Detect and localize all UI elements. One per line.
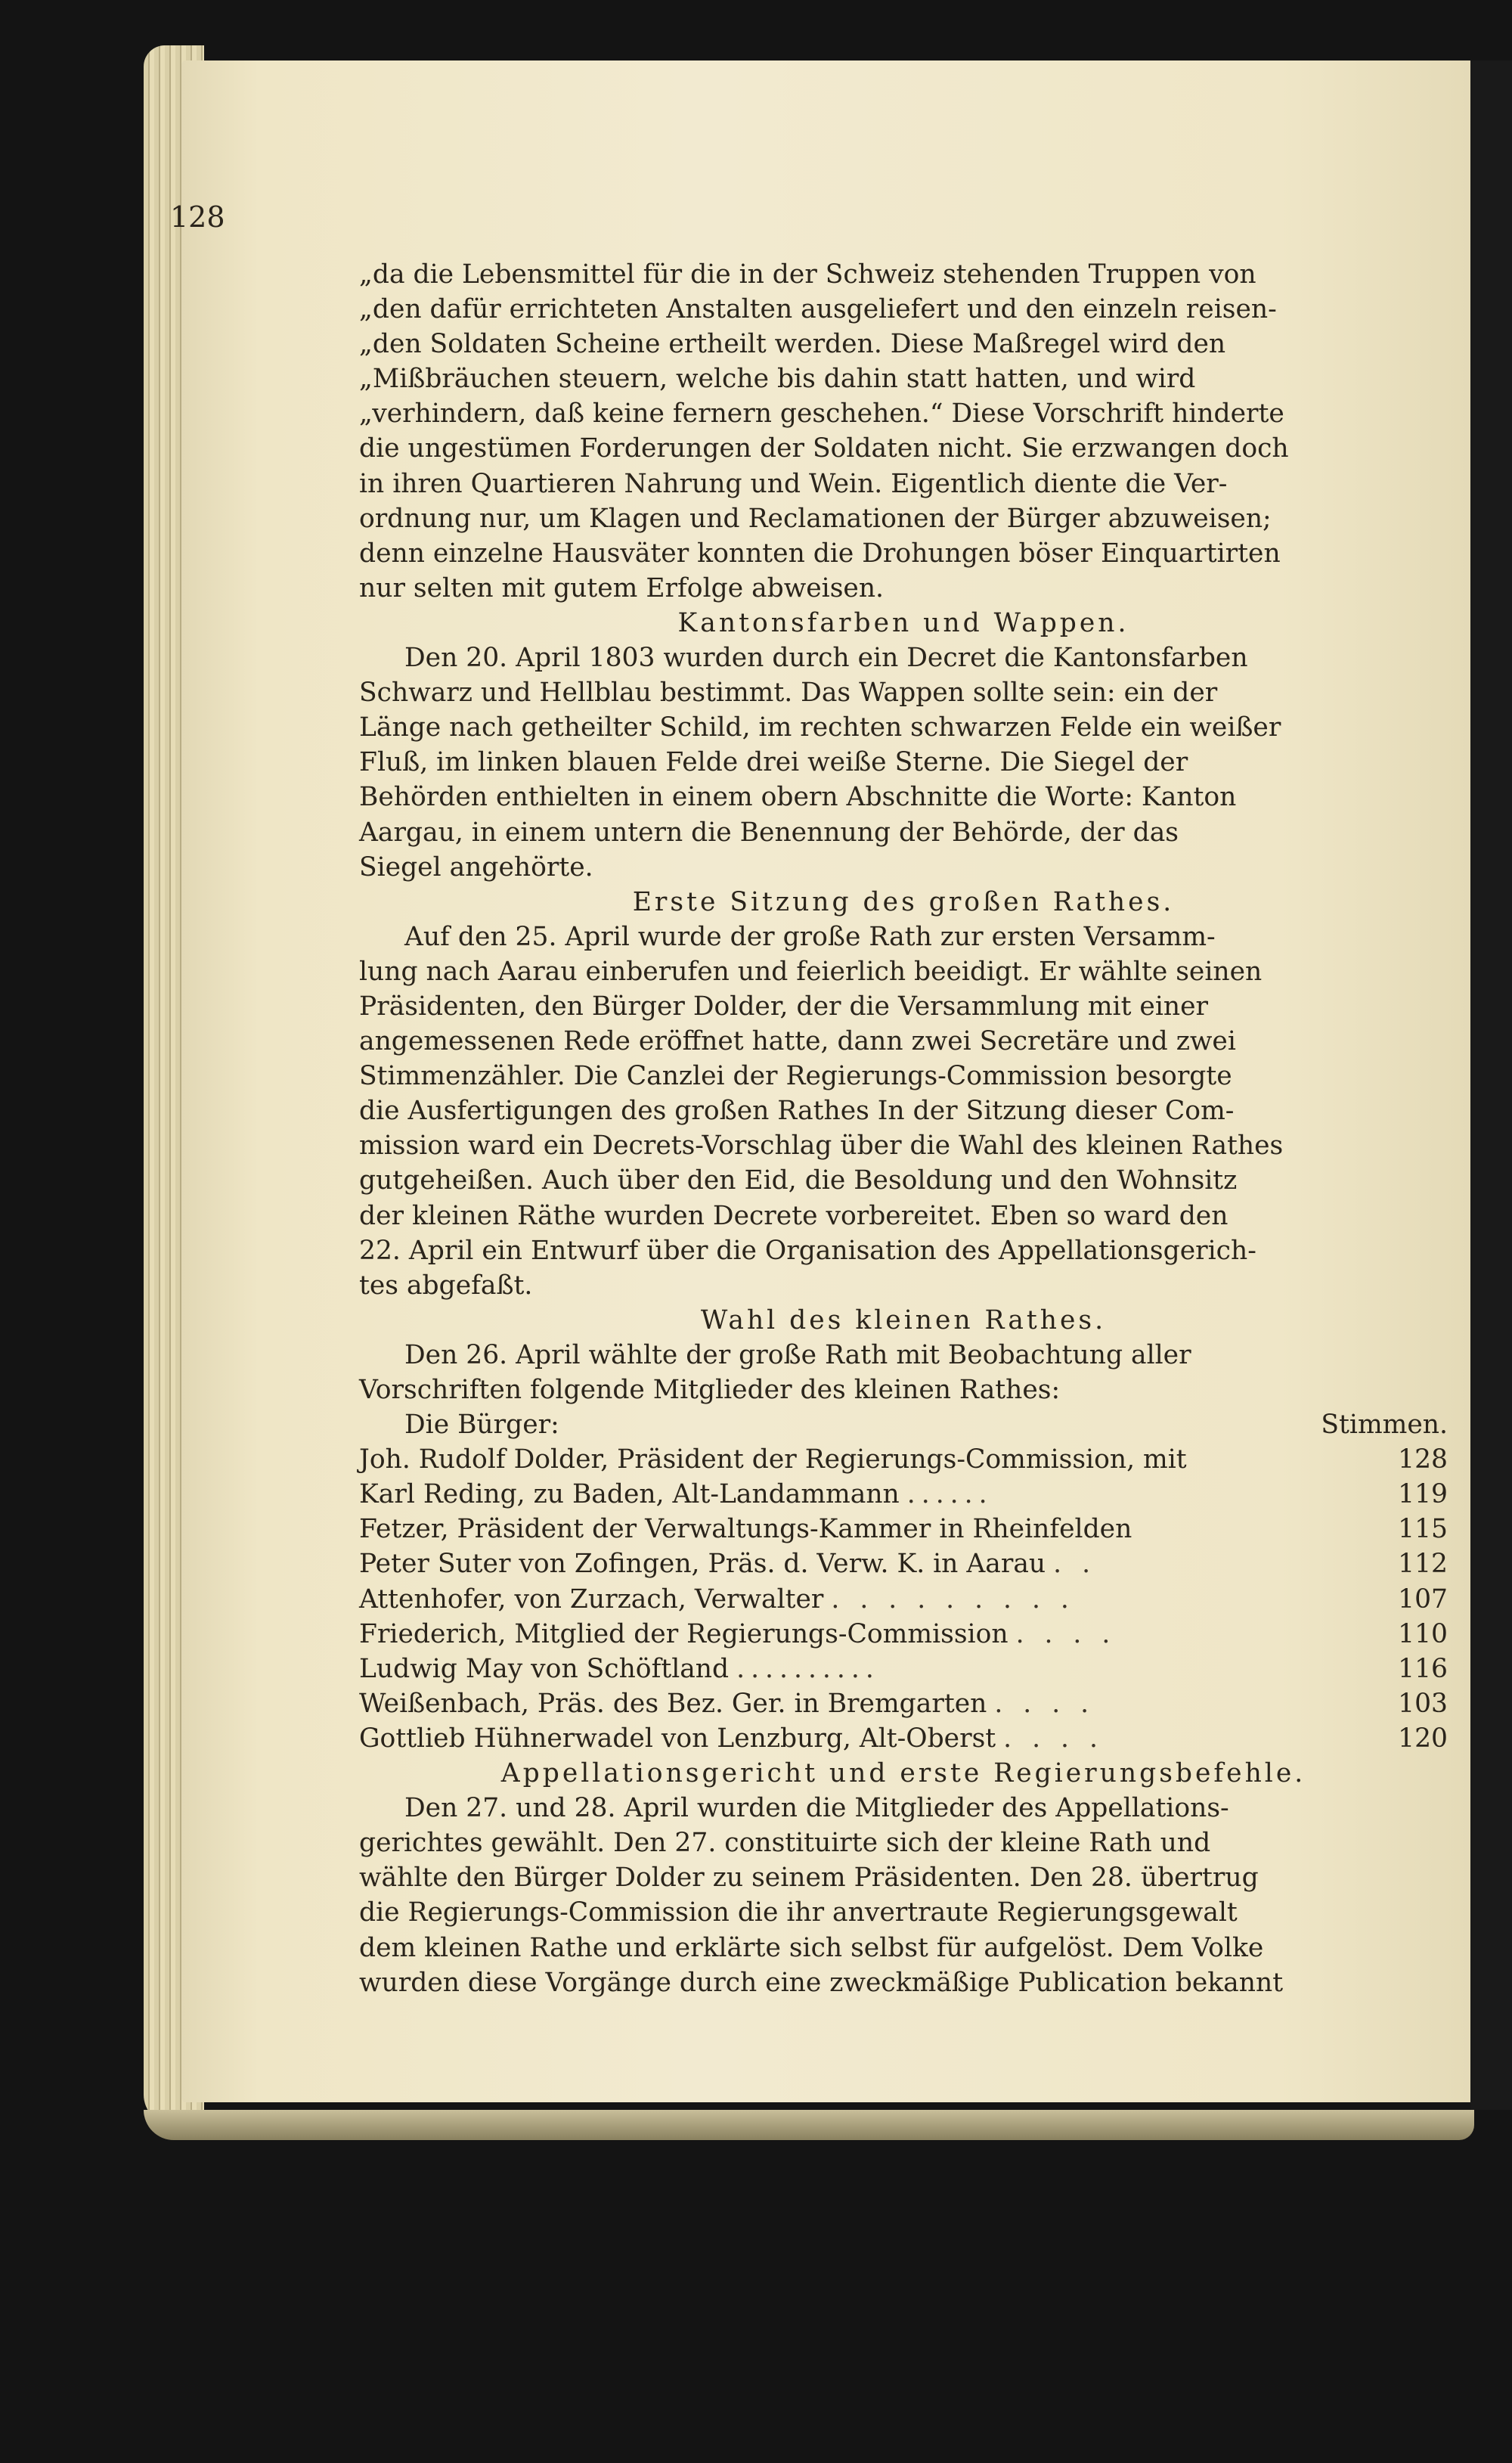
text-line-content: Stimmenzähler. Die Canzlei der Regierungs-Commission besorgte xyxy=(359,1061,1232,1092)
text-line xyxy=(359,1860,1448,1895)
text-line-content: lung nach Aarau einberufen und feierlich beeidigt. Er wählte seinen xyxy=(359,956,1263,987)
text-line xyxy=(359,501,1448,536)
text-line xyxy=(359,989,1448,1024)
text-line xyxy=(359,815,1448,850)
member-name: Attenhofer, von Zurzach, Verwalter xyxy=(359,1584,824,1615)
member-leader-dots: . . . . xyxy=(1015,1618,1117,1649)
text-line xyxy=(359,1163,1448,1198)
member-row xyxy=(359,1477,1448,1512)
member-votes: 112 xyxy=(1398,1549,1448,1580)
text-line xyxy=(359,1024,1448,1059)
member-votes: 120 xyxy=(1398,1723,1448,1754)
member-votes: 107 xyxy=(1398,1584,1448,1615)
member-row xyxy=(359,1546,1448,1581)
text-line-content: ordnung nur, um Klagen und Reclamationen der Bürger abzuweisen; xyxy=(359,503,1272,534)
member-row xyxy=(359,1512,1448,1546)
text-line xyxy=(359,745,1448,780)
section-heading-appellationsgericht: Appellationsgericht und erste Regierungsbefehle. xyxy=(500,1758,1306,1789)
text-line-content: denn einzelne Hausväter konnten die Drohungen böser Einquartirten xyxy=(359,538,1281,569)
book-bottom-edge xyxy=(144,2110,1474,2140)
text-line-content: wählte den Bürger Dolder zu seinem Präsidenten. Den 28. übertrug xyxy=(359,1863,1259,1894)
section-heading-wahl: Wahl des kleinen Rathes. xyxy=(700,1304,1107,1335)
text-line-content: in ihren Quartieren Nahrung und Wein. Eigentlich diente die Ver- xyxy=(359,468,1228,499)
text-line-content: Fluß, im linken blauen Felde drei weiße Sterne. Die Siegel der xyxy=(359,747,1188,778)
member-row xyxy=(359,1686,1448,1721)
text-line-content: „den Soldaten Scheine ertheilt werden. Diese Maßregel wird den xyxy=(359,329,1226,360)
text-line xyxy=(359,1895,1448,1930)
members-table-header xyxy=(359,1407,1448,1442)
section-heading-kantonsfarben: Kantonsfarben und Wappen. xyxy=(677,607,1129,638)
text-line xyxy=(359,467,1448,501)
text-line xyxy=(359,1199,1448,1233)
text-line xyxy=(359,536,1448,571)
text-line xyxy=(359,571,1448,606)
text-line-content: Behörden enthielten in einem obern Abschnitte die Worte: Kanton xyxy=(359,782,1237,813)
text-line-content: Präsidenten, den Bürger Dolder, der die Versammlung mit einer xyxy=(359,991,1208,1022)
page-number: 128 xyxy=(170,200,225,234)
text-line-content: Den 27. und 28. April wurden die Mitglieder des Appellations- xyxy=(404,1793,1229,1824)
member-name: Karl Reding, zu Baden, Alt-Landammann xyxy=(359,1479,900,1510)
member-leader-dots: ...... xyxy=(906,1479,993,1510)
member-leader-dots xyxy=(1187,1442,1380,1477)
text-line xyxy=(359,1931,1448,1965)
text-line xyxy=(359,780,1448,814)
text-line-content: angemessenen Rede eröffnet hatte, dann zwei Secretäre und zwei xyxy=(359,1026,1236,1057)
text-line xyxy=(359,710,1448,745)
text-line xyxy=(359,1093,1448,1128)
text-line xyxy=(359,1059,1448,1093)
member-name: Fetzer, Präsident der Verwaltungs-Kammer in Rheinfelden xyxy=(359,1514,1132,1545)
text-line-content: „Mißbräuchen steuern, welche bis dahin statt hatten, und wird xyxy=(359,364,1196,395)
member-votes: 115 xyxy=(1398,1514,1448,1545)
table-header-right: Stimmen. xyxy=(1321,1410,1448,1441)
member-row xyxy=(359,1721,1448,1756)
member-name: Weißenbach, Präs. des Bez. Ger. in Bremgarten xyxy=(359,1688,987,1719)
text-line xyxy=(359,327,1448,361)
member-votes: 116 xyxy=(1398,1653,1448,1684)
member-row xyxy=(359,1582,1448,1617)
text-line-content: gerichtes gewählt. Den 27. constituirte sich der kleine Rath und xyxy=(359,1828,1211,1859)
text-line xyxy=(359,1373,1448,1407)
member-leader-dots: .......... xyxy=(736,1653,880,1684)
text-line-content: 22. April ein Entwurf über die Organisation des Appellationsgerich- xyxy=(359,1235,1256,1266)
text-line-content: Den 26. April wählte der große Rath mit Beobachtung aller xyxy=(404,1339,1191,1370)
text-line-content: Schwarz und Hellblau bestimmt. Das Wappen sollte sein: ein der xyxy=(359,678,1218,709)
text-line xyxy=(359,1128,1448,1163)
member-name: Gottlieb Hühnerwadel von Lenzburg, Alt-Oberst xyxy=(359,1723,996,1754)
text-line xyxy=(359,1826,1448,1860)
text-line-content: „den dafür errichteten Anstalten ausgeliefert und den einzeln reisen- xyxy=(359,294,1277,325)
book-gutter xyxy=(1470,60,1512,2110)
text-line-content: Länge nach getheilter Schild, im rechten schwarzen Felde ein weißer xyxy=(359,712,1281,743)
text-line xyxy=(359,1268,1448,1303)
text-line xyxy=(359,641,1448,675)
text-line-content: die Regierungs-Commission die ihr anvertraute Regierungsgewalt xyxy=(359,1897,1238,1928)
member-name: Friederich, Mitglied der Regierungs-Commission xyxy=(359,1618,1009,1649)
text-line-content: gutgeheißen. Auch über den Eid, die Besoldung und den Wohnsitz xyxy=(359,1165,1238,1196)
text-line xyxy=(359,396,1448,431)
text-line-content: Aargau, in einem untern die Benennung der Behörde, der das xyxy=(359,817,1179,848)
text-line xyxy=(359,1965,1448,2000)
member-row xyxy=(359,1652,1448,1686)
text-line xyxy=(359,675,1448,710)
text-line-content: nur selten mit gutem Erfolge abweisen. xyxy=(359,572,885,603)
member-row xyxy=(359,1617,1448,1652)
member-leader-dots xyxy=(1132,1512,1380,1546)
member-row xyxy=(359,1442,1448,1477)
text-line-content: der kleinen Räthe wurden Decrete vorbereitet. Eben so ward den xyxy=(359,1200,1228,1231)
section-heading-erste-sitzung: Erste Sitzung des großen Rathes. xyxy=(632,886,1175,917)
text-line-content: Siegel angehörte. xyxy=(359,852,593,883)
text-line-content: mission ward ein Decrets-Vorschlag über die Wahl des kleinen Rathes xyxy=(359,1131,1284,1162)
member-name: Peter Suter von Zofingen, Präs. d. Verw. K. in Aarau xyxy=(359,1549,1046,1580)
text-line-content: „verhindern, daß keine fernern geschehen.“ Diese Vorschrift hinderte xyxy=(359,399,1284,430)
text-line-content: die Ausfertigungen des großen Rathes In der Sitzung dieser Com- xyxy=(359,1096,1235,1127)
member-leader-dots: . . . . xyxy=(1003,1723,1104,1754)
text-line-content: Den 20. April 1803 wurden durch ein Decret die Kantonsfarben xyxy=(404,643,1248,674)
text-line xyxy=(359,850,1448,885)
member-leader-dots: . . . . xyxy=(994,1688,1095,1719)
text-line-content: dem kleinen Rathe und erklärte sich selbst für aufgelöst. Dem Volke xyxy=(359,1932,1264,1963)
text-line-content: die ungestümen Forderungen der Soldaten nicht. Sie erzwangen doch xyxy=(359,433,1289,464)
text-line xyxy=(359,361,1448,396)
member-name: Joh. Rudolf Dolder, Präsident der Regierungs-Commission, mit xyxy=(359,1444,1187,1475)
table-header-left: Die Bürger: xyxy=(404,1410,559,1441)
text-line-content: tes abgefaßt. xyxy=(359,1270,533,1301)
text-line-content: Auf den 25. April wurde der große Rath zur ersten Versamm- xyxy=(404,921,1216,952)
text-line xyxy=(359,1338,1448,1373)
member-leader-dots: . . xyxy=(1053,1549,1097,1580)
text-line-content: wurden diese Vorgänge durch eine zweckmäßige Publication bekannt xyxy=(359,1967,1284,1998)
text-line xyxy=(359,1791,1448,1826)
text-line-content: Vorschriften folgende Mitglieder des kleinen Rathes: xyxy=(359,1375,1061,1405)
text-line xyxy=(359,920,1448,954)
page-text xyxy=(359,257,1448,2000)
member-votes: 128 xyxy=(1398,1444,1448,1475)
text-line-content: „da die Lebensmittel für die in der Schweiz stehenden Truppen von xyxy=(359,259,1256,290)
text-line xyxy=(359,292,1448,327)
member-votes: 110 xyxy=(1398,1618,1448,1649)
text-line xyxy=(359,954,1448,989)
member-leader-dots: . . . . . . . . . xyxy=(831,1584,1075,1615)
member-votes: 103 xyxy=(1398,1688,1448,1719)
text-line xyxy=(359,1233,1448,1268)
member-name: Ludwig May von Schöftland xyxy=(359,1653,730,1684)
text-line xyxy=(359,431,1448,466)
member-votes: 119 xyxy=(1398,1479,1448,1510)
text-line xyxy=(359,257,1448,292)
